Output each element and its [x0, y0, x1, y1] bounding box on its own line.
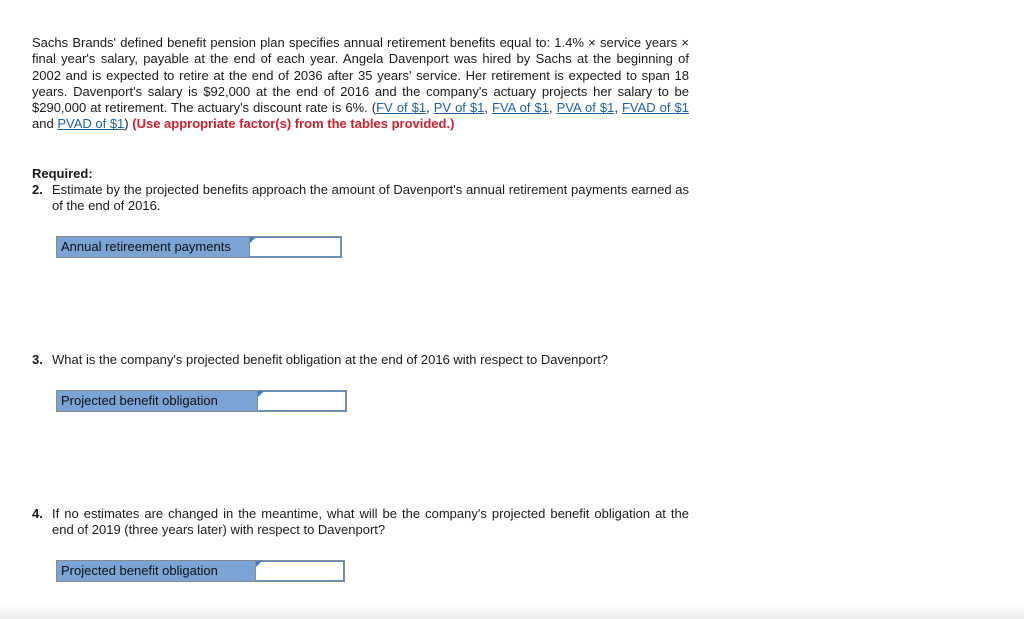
- separator: ,: [614, 100, 622, 116]
- answer-row-annual-payments: [56, 236, 342, 258]
- separator: ,: [484, 100, 493, 116]
- answer-label: Annual retireement payments: [57, 237, 250, 257]
- answer-row-pbo-2016: [56, 390, 347, 412]
- link-fvad-of-1[interactable]: FVAD of $1: [621, 100, 690, 116]
- separator: ): [124, 116, 129, 132]
- question-4: [32, 506, 689, 539]
- required-heading: Required:: [32, 166, 93, 181]
- question-3: [32, 352, 689, 368]
- problem-statement: [32, 35, 689, 133]
- annual-payments-input[interactable]: [250, 237, 341, 257]
- question-number: 2.: [32, 182, 43, 197]
- pbo-2016-input[interactable]: [258, 391, 346, 411]
- question-text: What is the company's projected benefit obligation at the end of 2016 with respect to Davenport?: [52, 352, 609, 367]
- question-2: [32, 182, 689, 215]
- input-corner-marker-icon: [258, 391, 264, 397]
- answer-label: Projected benefit obligation: [57, 561, 256, 581]
- link-fv-of-1[interactable]: FV of $1: [376, 100, 427, 116]
- separator: and: [32, 116, 58, 132]
- separator: ,: [548, 100, 557, 116]
- table-instruction: (Use appropriate factor(s) from the tables provided.): [132, 116, 455, 132]
- question-text: Estimate by the projected benefits approach the amount of Davenport's annual retirement payments earned as of the end of 2016.: [52, 182, 689, 214]
- separator: ,: [426, 100, 434, 116]
- link-fva-of-1[interactable]: FVA of $1: [492, 100, 549, 116]
- bottom-edge-shadow: [0, 603, 1024, 619]
- link-pv-of-1[interactable]: PV of $1: [433, 100, 485, 116]
- problem-text: Sachs Brands' defined benefit pension plan specifies annual retirement benefits equal to: 1.4% × service years × final year's salary, payable at the end of each year. Angela Davenport was hired by Sachs at the beginning of 2002 and is expected to retire at the end of 2036 after 35 years' service. Her retirement is expected to span 18 years. Davenport's salary is $92,000 at the end of 2016 and the company's actuary projects her salary to be $290,000 at retirement. The actuary's discount rate is 6%. (: [32, 35, 689, 116]
- input-corner-marker-icon: [256, 561, 262, 567]
- answer-row-pbo-2019: [56, 560, 345, 582]
- link-pva-of-1[interactable]: PVA of $1: [556, 100, 615, 116]
- question-number: 3.: [32, 352, 43, 367]
- question-text: If no estimates are changed in the meantime, what will be the company's projected benefit obligation at the end of 2019 (three years later) with respect to Davenport?: [52, 506, 689, 538]
- input-corner-marker-icon: [250, 237, 256, 243]
- link-pvad-of-1[interactable]: PVAD of $1: [57, 116, 125, 132]
- pbo-2019-input[interactable]: [256, 561, 344, 581]
- answer-label: Projected benefit obligation: [57, 391, 258, 411]
- question-number: 4.: [32, 506, 43, 521]
